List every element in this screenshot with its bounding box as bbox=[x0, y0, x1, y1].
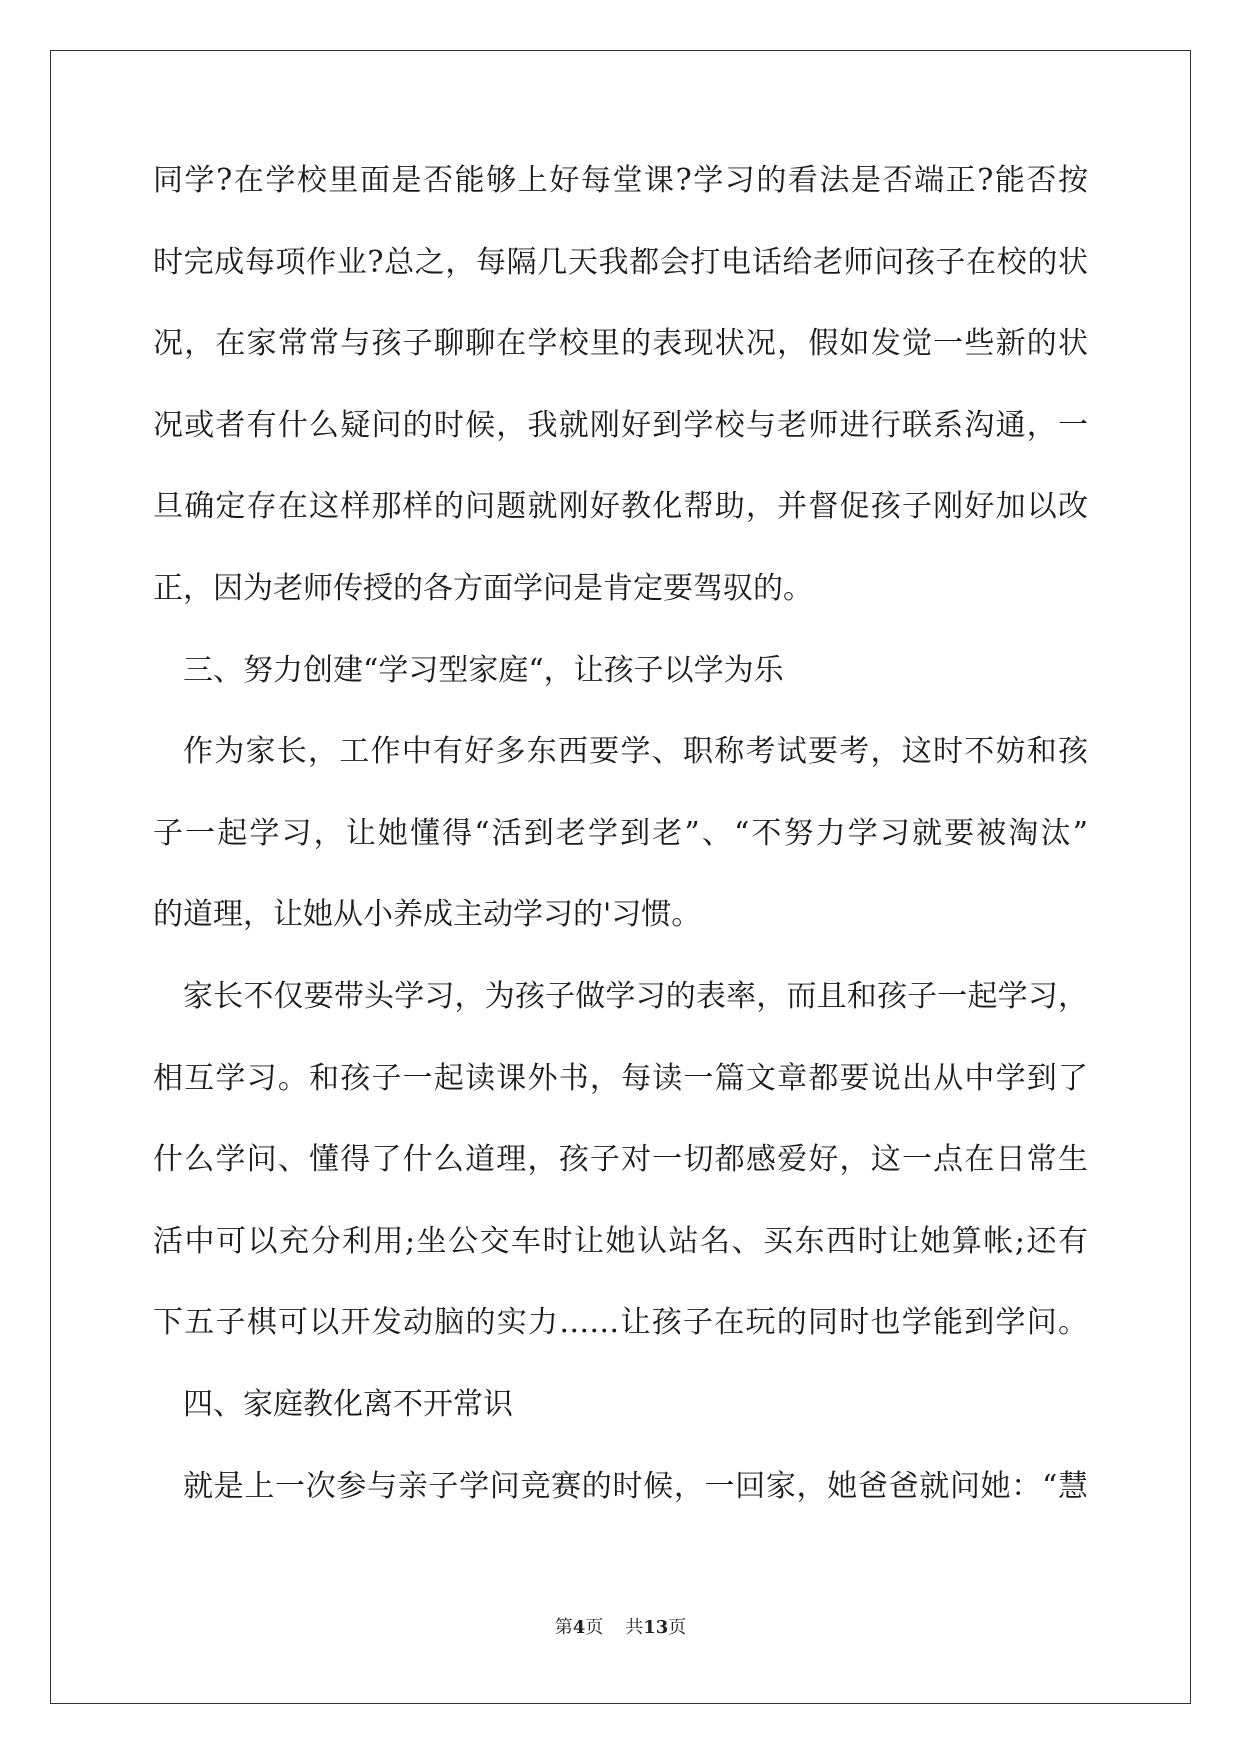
text-line: 的道理，让她从小养成主动学习的'习惯。 bbox=[153, 897, 702, 933]
text-line: 况，在家常常与孩子聊聊在学校里的表现状况，假如发觉一些新的状 bbox=[153, 326, 1088, 362]
page-suffix: 页 bbox=[585, 1617, 604, 1638]
page-number: 4 bbox=[572, 1617, 586, 1638]
text-line: 什么学问、懂得了什么道理，孩子对一切都感爱好，这一点在日常生 bbox=[153, 1142, 1088, 1178]
page-footer bbox=[0, 1616, 1241, 1640]
text-line: 正，因为老师传授的各方面学问是肯定要驾驭的。 bbox=[153, 570, 813, 606]
text-line: 旦确定存在这样那样的问题就刚好教化帮助，并督促孩子刚好加以改 bbox=[153, 489, 1088, 525]
text-line: 就是上一次参与亲子学问竞赛的时候，一回家，她爸爸就问她：“慧 bbox=[183, 1468, 1088, 1504]
text-line: 作为家长，工作中有好多东西要学、职称考试要考，这时不妨和孩 bbox=[183, 734, 1088, 770]
text-line: 子一起学习，让她懂得“活到老学到老”、“不努力学习就要被淘汰” bbox=[153, 815, 1088, 851]
total-suffix: 页 bbox=[668, 1617, 687, 1638]
text-line: 况或者有什么疑问的时候，我就刚好到学校与老师进行联系沟通，一 bbox=[153, 407, 1088, 443]
text-line: 时完成每项作业?总之，每隔几天我都会打电话给老师问孩子在校的状 bbox=[153, 244, 1088, 280]
total-pages: 13 bbox=[643, 1617, 669, 1638]
text-line: 活中可以充分利用;坐公交车时让她认站名、买东西时让她算帐;还有 bbox=[153, 1223, 1088, 1259]
text-line: 相互学习。和孩子一起读课外书，每读一篇文章都要说出从中学到了 bbox=[153, 1060, 1088, 1096]
section-heading: 四、家庭教化离不开常识 bbox=[183, 1386, 513, 1422]
text-line: 同学?在学校里面是否能够上好每堂课?学习的看法是否端正?能否按 bbox=[153, 163, 1088, 198]
section-heading: 三、努力创建“学习型家庭“，让孩子以学为乐 bbox=[183, 652, 784, 688]
page-prefix: 第 bbox=[554, 1617, 573, 1638]
text-line: 家长不仅要带头学习，为孩子做学习的表率，而且和孩子一起学习， bbox=[183, 978, 1088, 1014]
document-body bbox=[153, 160, 1088, 1547]
text-line: 下五子棋可以开发动脑的实力……让孩子在玩的同时也学能到学问。 bbox=[153, 1305, 1088, 1341]
total-prefix: 共 bbox=[625, 1617, 644, 1638]
